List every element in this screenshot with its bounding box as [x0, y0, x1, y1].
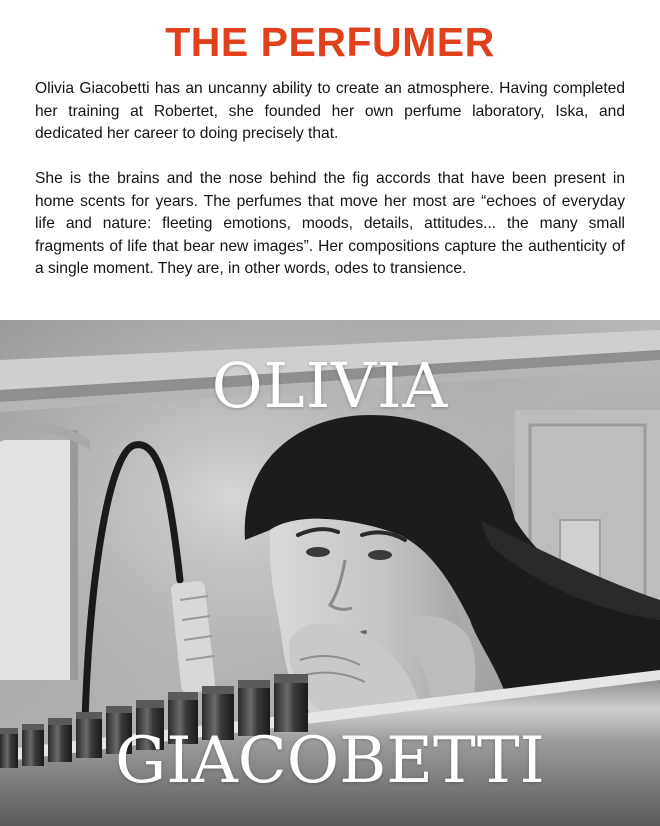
overlay-first-name: OLIVIA — [211, 349, 449, 422]
text-section — [0, 0, 660, 320]
overlay-last-name: GIACOBETTI — [115, 724, 545, 798]
description-paragraph: She is the brains and the nose behind the fig accords that have been present in home scents for years. The perfumes that move her most are “echoes of everyday life and nature: fleeting emotions, moods, details, attitudes... the many small fragments of life that bear new images”. Her compositions capture the authenticity of a single moment. They are, in other words, odes to transience. — [35, 170, 625, 278]
page-title: THE PERFUMER — [165, 19, 495, 65]
intro-paragraph: Olivia Giacobetti has an uncanny ability to create an atmosphere. Having completed her training at Robertet, she founded her own perfume laboratory, Iska, and dedicated her career to doing precisely that. — [35, 80, 625, 143]
portrait-photo — [0, 320, 660, 826]
